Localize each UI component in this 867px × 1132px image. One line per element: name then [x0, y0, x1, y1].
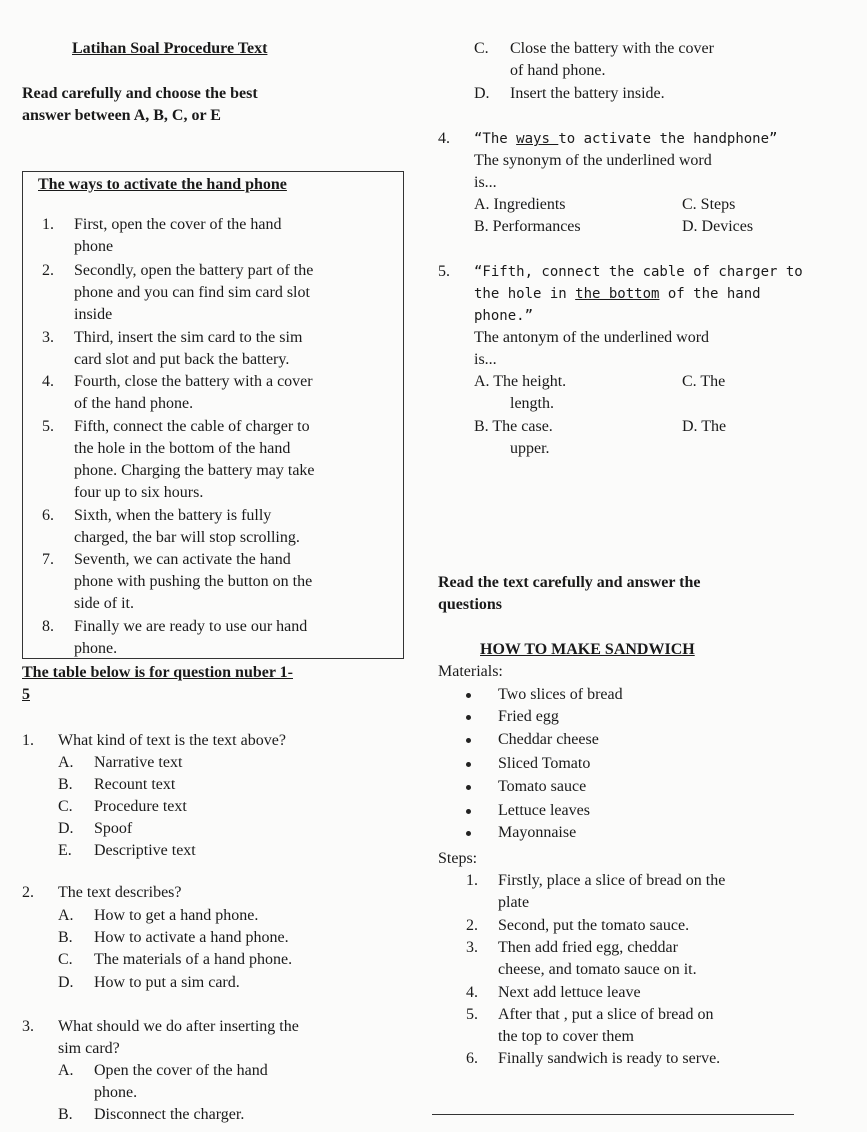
sandwich-step-line: Next add lettuce leave [498, 984, 641, 1001]
q3-option-a-line-1: Open the cover of the hand [94, 1062, 268, 1079]
q5-line-3: phone.” [474, 308, 534, 324]
q2-option-letter: B. [58, 929, 73, 946]
instruction-line-1: Read carefully and choose the best [22, 85, 258, 102]
procedure-step-number: 4. [42, 373, 54, 390]
page-title: Latihan Soal Procedure Text [72, 40, 268, 57]
procedure-step-line: First, open the cover of the hand [74, 216, 282, 233]
procedure-step-line: Finally we are ready to use our hand [74, 618, 308, 635]
table-note-line-1: The table below is for question nuber 1- [22, 664, 293, 681]
q3-option-a-line-2: phone. [94, 1084, 138, 1101]
procedure-step-line: Third, insert the sim card to the sim [74, 329, 303, 346]
q4-quote-open: “The [474, 131, 517, 147]
q2-number: 2. [22, 884, 34, 901]
q5-line-2 [474, 283, 761, 305]
procedure-step-number: 3. [42, 329, 54, 346]
bullet-icon [466, 831, 471, 836]
sandwich-step-line: Firstly, place a slice of bread on the [498, 872, 726, 889]
q1-option-text: Narrative text [94, 754, 183, 771]
procedure-step-line: Fourth, close the battery with a cover [74, 373, 313, 390]
q2-option-text: The materials of a hand phone. [94, 951, 293, 968]
answer-line [432, 1114, 794, 1115]
sandwich-step-line: Second, put the tomato sauce. [498, 917, 690, 934]
procedure-step-line: phone [74, 238, 114, 255]
procedure-step-line: side of it. [74, 595, 134, 612]
q5-underlined-word: the bottom [575, 286, 660, 302]
procedure-step-line: Seventh, we can activate the hand [74, 551, 291, 568]
q4-option-b: B. Performances [474, 218, 581, 235]
sandwich-step-number: 2. [466, 917, 478, 934]
q3-option-c-letter: C. [474, 40, 489, 57]
materials-label: Materials: [438, 663, 503, 680]
material-item: Mayonnaise [498, 824, 577, 841]
q1-option-text: Descriptive text [94, 842, 196, 859]
q5-line-4: The antonym of the underlined word [474, 329, 710, 346]
q4-option-d: D. Devices [682, 218, 754, 235]
q1-option-letter: C. [58, 798, 73, 815]
material-item: Tomato sauce [498, 778, 587, 795]
steps-label: Steps: [438, 850, 478, 867]
sandwich-step-line: After that , put a slice of bread on [498, 1006, 714, 1023]
sandwich-step-line: Finally sandwich is ready to serve. [498, 1050, 721, 1067]
q4-option-c: C. Steps [682, 196, 736, 213]
q4-option-a: A. Ingredients [474, 196, 566, 213]
material-item: Fried egg [498, 708, 559, 725]
material-item: Lettuce leaves [498, 802, 590, 819]
procedure-step-number: 8. [42, 618, 54, 635]
q3-option-b-letter: B. [58, 1106, 73, 1123]
procedure-step-line: Fifth, connect the cable of charger to [74, 418, 310, 435]
procedure-step-line: inside [74, 306, 113, 323]
q2-option-letter: C. [58, 951, 73, 968]
q3-option-c-line-1: Close the battery with the cover [510, 40, 714, 57]
q4-quote [474, 128, 777, 150]
q1-number: 1. [22, 732, 34, 749]
bullet-icon [466, 785, 471, 790]
q1-option-text: Recount text [94, 776, 176, 793]
q4-line-2: The synonym of the underlined word [474, 152, 712, 169]
q2-text: The text describes? [58, 884, 182, 901]
q5-option-d: D. The [682, 418, 727, 435]
q1-option-letter: A. [58, 754, 74, 771]
procedure-step-line: four up to six hours. [74, 484, 204, 501]
table-note-line-2: 5 [22, 686, 30, 703]
procedure-step-line: charged, the bar will stop scrolling. [74, 529, 300, 546]
material-item: Sliced Tomato [498, 755, 591, 772]
q5-option-a-line-2: length. [510, 395, 554, 412]
q5-line-5: is... [474, 351, 497, 368]
q3-line-2: sim card? [58, 1040, 120, 1057]
sandwich-step-number: 6. [466, 1050, 478, 1067]
bullet-icon [466, 693, 471, 698]
procedure-step-number: 2. [42, 262, 54, 279]
q2-option-text: How to put a sim card. [94, 974, 240, 991]
bullet-icon [466, 809, 471, 814]
procedure-step-line: Sixth, when the battery is fully [74, 507, 272, 524]
q5-number: 5. [438, 263, 450, 280]
q1-option-letter: B. [58, 776, 73, 793]
instruction-line-2: answer between A, B, C, or E [22, 107, 221, 124]
material-item: Two slices of bread [498, 686, 623, 703]
sandwich-step-number: 5. [466, 1006, 478, 1023]
q5-option-a-line-1: A. The height. [474, 373, 567, 390]
q5-option-c: C. The [682, 373, 726, 390]
bullet-icon [466, 715, 471, 720]
q5-option-b-line-1: B. The case. [474, 418, 553, 435]
q4-underlined-word: ways [516, 131, 559, 147]
procedure-step-number: 1. [42, 216, 54, 233]
q2-option-text: How to activate a hand phone. [94, 929, 289, 946]
q5-line-1: “Fifth, connect the cable of charger to [474, 264, 803, 280]
q4-quote-rest: to activate the handphone” [558, 131, 778, 147]
procedure-step-line: phone and you can find sim card slot [74, 284, 310, 301]
procedure-step-number: 7. [42, 551, 54, 568]
sandwich-step-line: cheese, and tomato sauce on it. [498, 961, 697, 978]
q1-option-letter: E. [58, 842, 72, 859]
procedure-step-line: Secondly, open the battery part of the [74, 262, 314, 279]
q3-option-a-letter: A. [58, 1062, 74, 1079]
q3-option-d-text: Insert the battery inside. [510, 85, 665, 102]
sandwich-step-number: 4. [466, 984, 478, 1001]
sandwich-step-line: the top to cover them [498, 1028, 634, 1045]
q5-line-2-post: of the hand [659, 286, 761, 302]
bullet-icon [466, 762, 471, 767]
sandwich-step-number: 3. [466, 939, 478, 956]
q1-option-text: Spoof [94, 820, 133, 837]
box-title: The ways to activate the hand phone [38, 176, 287, 193]
q1-option-letter: D. [58, 820, 74, 837]
sandwich-step-line: Then add fried egg, cheddar [498, 939, 678, 956]
q2-option-text: How to get a hand phone. [94, 907, 259, 924]
q3-option-c-line-2: of hand phone. [510, 62, 606, 79]
material-item: Cheddar cheese [498, 731, 599, 748]
q4-line-3: is... [474, 174, 497, 191]
read-instruction-line-1: Read the text carefully and answer the [438, 574, 701, 591]
procedure-step-number: 5. [42, 418, 54, 435]
q3-option-b-text: Disconnect the charger. [94, 1106, 245, 1123]
q2-option-letter: D. [58, 974, 74, 991]
q2-option-letter: A. [58, 907, 74, 924]
sandwich-title: HOW TO MAKE SANDWICH [480, 641, 695, 658]
q3-option-d-letter: D. [474, 85, 490, 102]
q5-line-2-pre: the hole in [474, 286, 576, 302]
sandwich-step-line: plate [498, 894, 530, 911]
q3-line-1: What should we do after inserting the [58, 1018, 299, 1035]
q3-number: 3. [22, 1018, 34, 1035]
procedure-step-line: the hole in the bottom of the hand [74, 440, 291, 457]
procedure-step-number: 6. [42, 507, 54, 524]
read-instruction-line-2: questions [438, 596, 503, 613]
sandwich-step-number: 1. [466, 872, 478, 889]
q5-option-b-line-2: upper. [510, 440, 550, 457]
procedure-step-line: of the hand phone. [74, 395, 194, 412]
procedure-step-line: phone. [74, 640, 118, 657]
procedure-step-line: card slot and put back the battery. [74, 351, 290, 368]
q1-text: What kind of text is the text above? [58, 732, 286, 749]
q1-option-text: Procedure text [94, 798, 187, 815]
procedure-step-line: phone. Charging the battery may take [74, 462, 315, 479]
q4-number: 4. [438, 130, 450, 147]
procedure-step-line: phone with pushing the button on the [74, 573, 313, 590]
bullet-icon [466, 738, 471, 743]
